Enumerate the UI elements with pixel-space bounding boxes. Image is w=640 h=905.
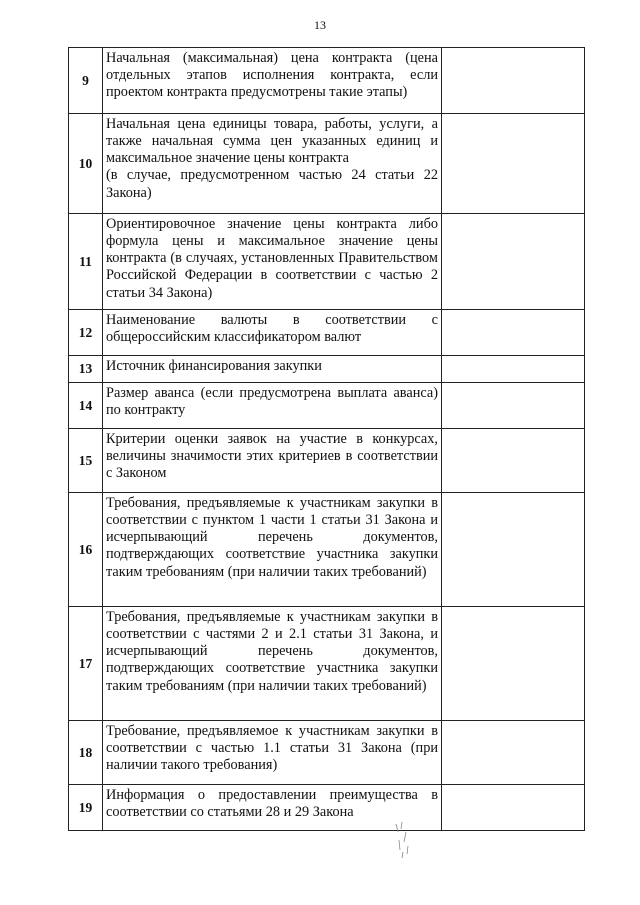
table-row bbox=[69, 721, 585, 785]
row-value-cell[interactable] bbox=[442, 429, 585, 493]
table-row bbox=[69, 214, 585, 310]
row-number: 13 bbox=[69, 356, 103, 383]
row-value-cell[interactable] bbox=[442, 356, 585, 383]
row-value-cell[interactable] bbox=[442, 48, 585, 114]
row-description: Требования, предъявляемые к участникам закупки в соответствии с частями 2 и 2.1 статьи 31 Закона, и исчерпывающий перечень документов, подтверждающих соответствие участника закупки таким требованиям (при наличии таких требований) bbox=[103, 607, 442, 721]
row-number: 19 bbox=[69, 785, 103, 831]
row-description: Требование, предъявляемое к участникам закупки в соответствии с частью 1.1 статьи 31 Закона (при наличии такого требования) bbox=[103, 721, 442, 785]
row-description: Источник финансирования закупки bbox=[103, 356, 442, 383]
row-number: 10 bbox=[69, 114, 103, 214]
row-description: Критерии оценки заявок на участие в конкурсах, величины значимости этих критериев в соответствии с Законом bbox=[103, 429, 442, 493]
row-description: Ориентировочное значение цены контракта либо формула цены и максимальное значение цены контракта (в случаях, установленных Правительством Российской Федерации в соответствии с частью 2 статьи 34 Закона) bbox=[103, 214, 442, 310]
row-number: 16 bbox=[69, 493, 103, 607]
row-value-cell[interactable] bbox=[442, 214, 585, 310]
handwritten-mark bbox=[392, 820, 422, 860]
row-number: 17 bbox=[69, 607, 103, 721]
row-description: Размер аванса (если предусмотрена выплата аванса) по контракту bbox=[103, 383, 442, 429]
table-row bbox=[69, 785, 585, 831]
row-description: Начальная (максимальная) цена контракта (цена отдельных этапов исполнения контракта, если проектом контракта предусмотрены такие этапы) bbox=[103, 48, 442, 114]
row-value-cell[interactable] bbox=[442, 721, 585, 785]
row-description: Наименование валюты в соответствии с общероссийским классификатором валют bbox=[103, 310, 442, 356]
row-description: Начальная цена единицы товара, работы, услуги, а также начальная сумма цен указанных единиц и максимальное значение цены контракта (в случае, предусмотренном частью 24 статьи 22 Закона) bbox=[103, 114, 442, 214]
table-row bbox=[69, 383, 585, 429]
row-number: 14 bbox=[69, 383, 103, 429]
row-value-cell[interactable] bbox=[442, 607, 585, 721]
table-row bbox=[69, 310, 585, 356]
table-row bbox=[69, 429, 585, 493]
procurement-info-table bbox=[68, 47, 585, 831]
row-description: Требования, предъявляемые к участникам закупки в соответствии с пунктом 1 части 1 статьи 31 Закона и исчерпывающий перечень документов, подтверждающих соответствие участника закупки таким требованиям (при наличии таких требований) bbox=[103, 493, 442, 607]
row-number: 15 bbox=[69, 429, 103, 493]
row-number: 18 bbox=[69, 721, 103, 785]
table-row bbox=[69, 356, 585, 383]
row-number: 12 bbox=[69, 310, 103, 356]
row-value-cell[interactable] bbox=[442, 785, 585, 831]
row-description: Информация о предоставлении преимущества в соответствии со статьями 28 и 29 Закона bbox=[103, 785, 442, 831]
row-number: 9 bbox=[69, 48, 103, 114]
table-row bbox=[69, 493, 585, 607]
row-value-cell[interactable] bbox=[442, 383, 585, 429]
row-value-cell[interactable] bbox=[442, 114, 585, 214]
table-row bbox=[69, 48, 585, 114]
table-row bbox=[69, 607, 585, 721]
table-row bbox=[69, 114, 585, 214]
row-value-cell[interactable] bbox=[442, 493, 585, 607]
page-number: 13 bbox=[314, 18, 326, 32]
row-value-cell[interactable] bbox=[442, 310, 585, 356]
row-number: 11 bbox=[69, 214, 103, 310]
